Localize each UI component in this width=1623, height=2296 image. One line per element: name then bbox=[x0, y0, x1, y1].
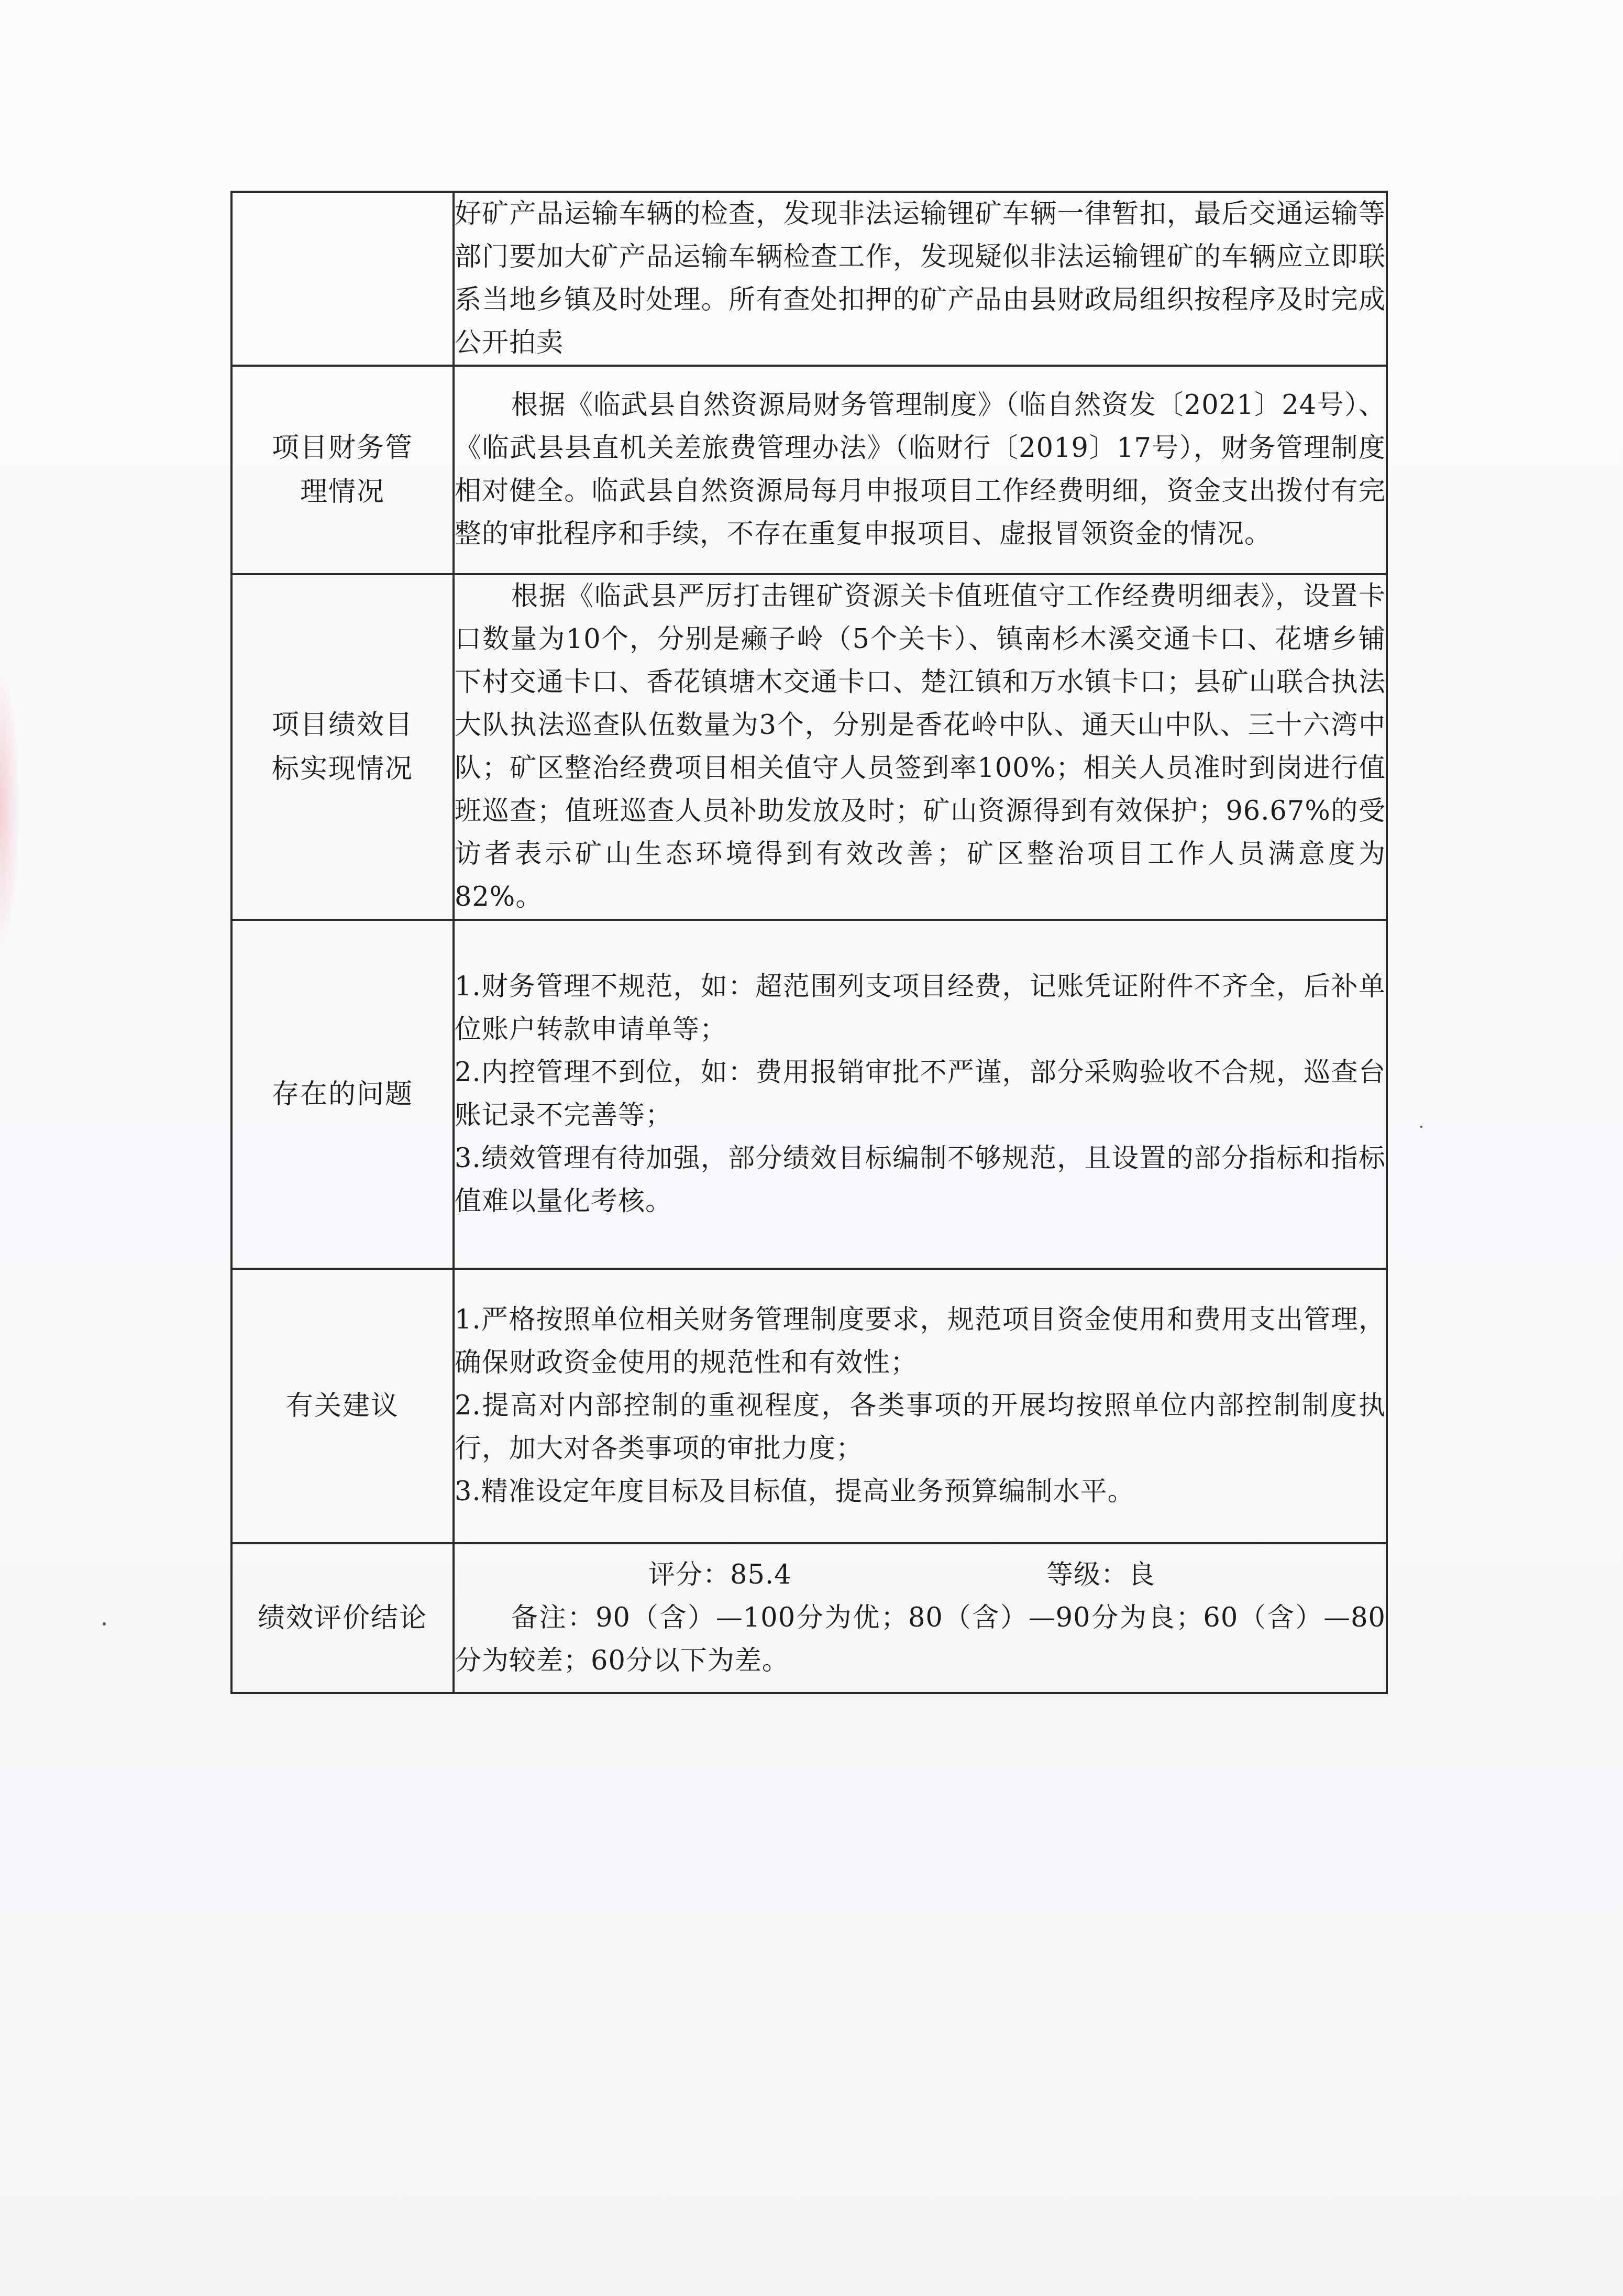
table-row bbox=[231, 366, 1387, 574]
row-label bbox=[231, 192, 454, 366]
row-content bbox=[454, 192, 1387, 366]
stamp-residue bbox=[0, 660, 21, 953]
suggestion-item: 3.精准设定年度目标及目标值，提高业务预算编制水平。 bbox=[455, 1476, 1135, 1507]
row-content-finance bbox=[454, 366, 1387, 574]
row-label-suggestions: 有关建议 bbox=[231, 1269, 454, 1543]
table-row bbox=[231, 920, 1387, 1269]
suggestion-item: 2.提高对内部控制的重视程度，各类事项的开展均按照单位内部控制制度执行，加大对各类事项的审批力度； bbox=[455, 1390, 1386, 1464]
table-row bbox=[231, 1543, 1387, 1693]
row-content-problems bbox=[454, 920, 1387, 1269]
continuation-text: 好矿产品运输车辆的检查，发现非法运输锂矿车辆一律暂扣，最后交通运输等部门要加大矿产品运输车辆检查工作，发现疑似非法运输锂矿的车辆应立即联系当地乡镇及时处理。所有查处扣押的矿产品由县财政局组织按程序及时完成公开拍卖 bbox=[455, 199, 1386, 358]
problem-item: 1.财务管理不规范，如：超范围列支项目经费，记账凭证附件不齐全，后补单位账户转款申请单等； bbox=[455, 971, 1386, 1045]
finance-text: 根据《临武县自然资源局财务管理制度》（临自然资发〔2021〕24号）、《临武县县直机关差旅费管理办法》（临财行〔2019〕17号），财务管理制度相对健全。临武县自然资源局每月申报项目工作经费明细，资金支出拨付有完整的审批程序和手续，不存在重复申报项目、虚报冒领资金的情况。 bbox=[455, 390, 1386, 550]
table-row bbox=[231, 192, 1387, 366]
suggestion-item: 1.严格按照单位相关财务管理制度要求，规范项目资金使用和费用支出管理，确保财政资金使用的规范性和有效性； bbox=[455, 1304, 1386, 1378]
evaluation-table bbox=[230, 191, 1388, 1694]
scan-speck bbox=[1420, 1126, 1422, 1128]
row-label-conclusion: 绩效评价结论 bbox=[231, 1543, 454, 1693]
grading-note: 备注：90（含）—100分为优；80（含）—90分为良；60（含）—80分为较差；60分以下为差。 bbox=[455, 1602, 1386, 1676]
table-row bbox=[231, 574, 1387, 920]
row-content-performance bbox=[454, 574, 1387, 920]
problem-item: 2.内控管理不到位，如：费用报销审批不严谨，部分采购验收不合规，巡查台账记录不完善等； bbox=[455, 1057, 1386, 1131]
problem-item: 3.绩效管理有待加强，部分绩效目标编制不够规范，且设置的部分指标和指标值难以量化考核。 bbox=[455, 1143, 1386, 1217]
score-value: 评分：85.4 bbox=[648, 1559, 792, 1590]
scan-speck bbox=[103, 1622, 106, 1625]
row-content-conclusion bbox=[454, 1543, 1387, 1693]
row-label-finance bbox=[231, 366, 454, 574]
row-label-problems: 存在的问题 bbox=[231, 920, 454, 1269]
row-label-text: 项目绩效目标实现情况 bbox=[271, 709, 413, 785]
row-content-suggestions bbox=[454, 1269, 1387, 1543]
row-label-text: 项目财务管理情况 bbox=[271, 432, 413, 508]
performance-text: 根据《临武县严厉打击锂矿资源关卡值班值守工作经费明细表》，设置卡口数量为10个，分别是癞子岭（5个关卡）、镇南杉木溪交通卡口、花塘乡铺下村交通卡口、香花镇塘木交通卡口、楚江镇和万水镇卡口；县矿山联合执法大队执法巡查队伍数量为3个，分别是香花岭中队、通天山中队、三十六湾中队；矿区整治经费项目相关值守人员签到率100%；相关人员准时到岗进行值班巡查；值班巡查人员补助发放及时；矿山资源得到有效保护；96.67%的受访者表示矿山生态环境得到有效改善；矿区整治项目工作人员满意度为82%。 bbox=[455, 581, 1386, 913]
row-label-performance bbox=[231, 574, 454, 920]
table-row bbox=[231, 1269, 1387, 1543]
grade-value: 等级：良 bbox=[1046, 1559, 1155, 1590]
score-grade-line bbox=[455, 1554, 1386, 1597]
